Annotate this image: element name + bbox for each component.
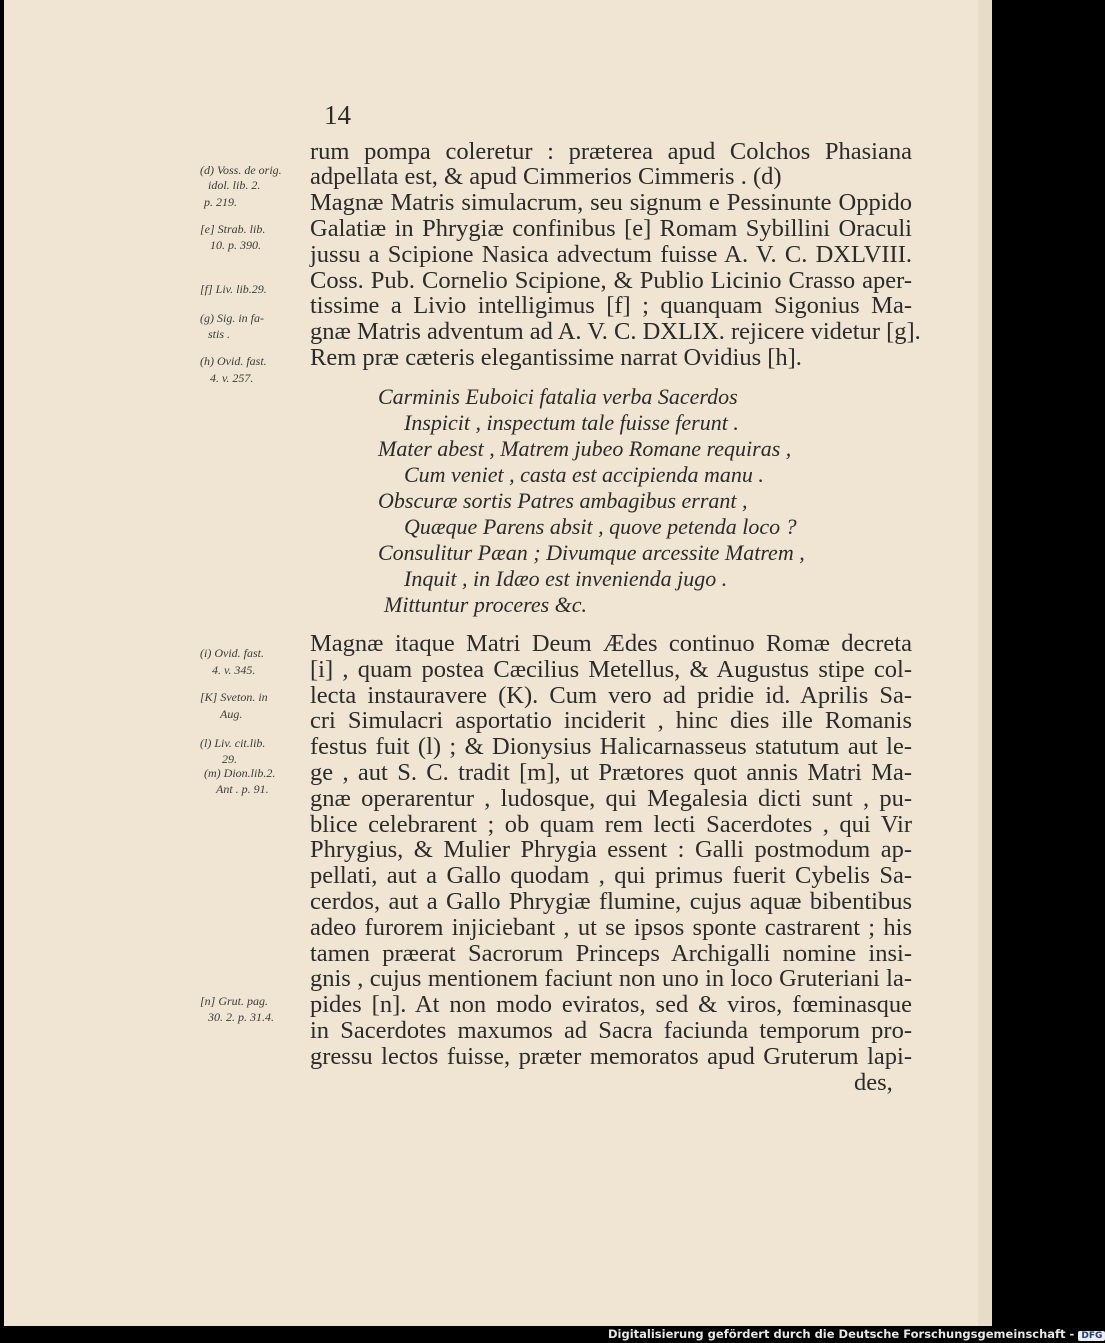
text-line: Galatiæ in Phrygiæ confinibus [e] Romam Sybillini Oraculi bbox=[310, 215, 912, 242]
page-number: 14 bbox=[324, 100, 351, 130]
margin-note: 29. bbox=[222, 752, 237, 766]
page-edge bbox=[978, 0, 992, 1326]
verse-line: Inspicit , inspectum tale fuisse ferunt . bbox=[404, 410, 739, 435]
book-page bbox=[4, 0, 992, 1326]
margin-note: stis . bbox=[208, 327, 231, 341]
verse-line: Carminis Euboici fatalia verba Sacerdos bbox=[378, 384, 738, 409]
text-line: Magnæ itaque Matri Deum Ædes continuo Romæ decreta bbox=[310, 630, 912, 657]
text-line: cerdos, aut a Gallo Phrygiæ flumine, cujus aquæ bibentibus bbox=[310, 888, 912, 915]
verse-line: Cum veniet , casta est accipienda manu . bbox=[404, 462, 764, 487]
text-line: adpellata est, & apud Cimmerios Cimmeris . (d) bbox=[310, 163, 782, 190]
margin-note: idol. lib. 2. bbox=[208, 178, 261, 192]
catchword: des, bbox=[854, 1069, 893, 1096]
text-line: Rem præ cæteris elegantissime narrat Ovidius [h]. bbox=[310, 344, 802, 371]
text-line: pellati, aut a Gallo quodam , qui primus fuerit Cybelis Sa- bbox=[310, 862, 912, 889]
dfg-logo-icon: DFG bbox=[1078, 1331, 1105, 1341]
text-line: ge , aut S. C. tradit [m], ut Prætores quot annis Matri Ma- bbox=[310, 759, 912, 786]
margin-note: [n] Grut. pag. bbox=[200, 994, 269, 1008]
text-line: tissime a Livio intelligimus [f] ; quanquam Sigonius Ma- bbox=[310, 292, 912, 319]
margin-note: (d) Voss. de orig. bbox=[200, 163, 282, 177]
margin-note: [e] Strab. lib. bbox=[200, 222, 266, 236]
text-line: gnæ operarentur , ludosque, qui Megalesia dicti sunt , pu- bbox=[310, 785, 912, 812]
verse-line: Quæque Parens absit , quove petenda loco ? bbox=[404, 514, 797, 539]
text-line: gnis , cujus mentionem faciunt non uno in loco Gruteriani la- bbox=[310, 965, 912, 992]
margin-note: Ant . p. 91. bbox=[216, 782, 269, 796]
verse-line: Inquit , in Idæo est invenienda jugo . bbox=[404, 566, 728, 591]
text-line: Coss. Pub. Cornelio Scipione, & Publio Licinio Crasso aper- bbox=[310, 267, 912, 294]
text-line: Magnæ Matris simulacrum, seu signum e Pessinunte Oppido bbox=[310, 189, 912, 216]
margin-note: [K] Sveton. in bbox=[200, 690, 268, 704]
text-line: Phrygius, & Mulier Phrygia essent : Galli postmodum ap- bbox=[310, 836, 912, 863]
margin-note: 4. v. 257. bbox=[210, 371, 254, 385]
text-line: gressu lectos fuisse, præter memoratos apud Gruterum lapi- bbox=[310, 1043, 912, 1070]
margin-note: 4. v. 345. bbox=[212, 663, 256, 677]
verse-line: Obscuræ sortis Patres ambagibus errant , bbox=[378, 488, 748, 513]
text-line: tamen præerat Sacrorum Princeps Archigalli nomine insi- bbox=[310, 940, 912, 967]
text-line: lecta instauravere (K). Cum vero ad pridie id. Aprilis Sa- bbox=[310, 682, 912, 709]
margin-note: (h) Ovid. fast. bbox=[200, 354, 267, 368]
margin-note: p. 219. bbox=[204, 195, 237, 209]
verse-line: Mittuntur proceres &c. bbox=[384, 592, 588, 617]
verse-line: Mater abest , Matrem jubeo Romane requiras , bbox=[378, 436, 792, 461]
text-line: blice celebrarent ; ob quam rem lecti Sacerdotes , qui Vir bbox=[310, 811, 912, 838]
text-line: adeo furorem injiciebant , ut se ipsos sponte castrarent ; his bbox=[310, 914, 912, 941]
margin-note: (m) Dion.lib.2. bbox=[204, 766, 276, 780]
digitization-footer bbox=[608, 1327, 1105, 1341]
margin-note: [f] Liv. lib.29. bbox=[200, 282, 267, 296]
margin-note: (l) Liv. cit.lib. bbox=[200, 736, 266, 750]
margin-note: 10. p. 390. bbox=[210, 238, 261, 252]
margin-note: 30. 2. p. 31.4. bbox=[208, 1010, 274, 1024]
text-line: pides [n]. At non modo eviratos, sed & viros, fœminasque bbox=[310, 991, 912, 1018]
text-line: in Sacerdotes maxumos ad Sacra faciunda temporum pro- bbox=[310, 1017, 912, 1044]
text-line: cri Simulacri asportatio inciderit , hinc dies ille Romanis bbox=[310, 707, 912, 734]
text-line: jussu a Scipione Nasica advectum fuisse A. V. C. DXLVIII. bbox=[310, 241, 912, 268]
margin-note: (g) Sig. in fa- bbox=[200, 311, 264, 325]
text-line: gnæ Matris adventum ad A. V. C. DXLIX. rejicere videtur [g]. bbox=[310, 318, 921, 345]
margin-note: Aug. bbox=[220, 707, 243, 721]
margin-note: (i) Ovid. fast. bbox=[200, 646, 264, 660]
footer-text: Digitalisierung gefördert durch die Deutsche Forschungsgemeinschaft - bbox=[608, 1327, 1075, 1341]
text-line: festus fuit (l) ; & Dionysius Halicarnasseus statutum aut le- bbox=[310, 733, 912, 760]
verse-line: Consulitur Pæan ; Divumque arcessite Matrem , bbox=[378, 540, 805, 565]
text-line: [i] , quam postea Cæcilius Metellus, & Augustus stipe col- bbox=[310, 656, 912, 683]
text-line: rum pompa coleretur : præterea apud Colchos Phasiana bbox=[310, 138, 912, 165]
